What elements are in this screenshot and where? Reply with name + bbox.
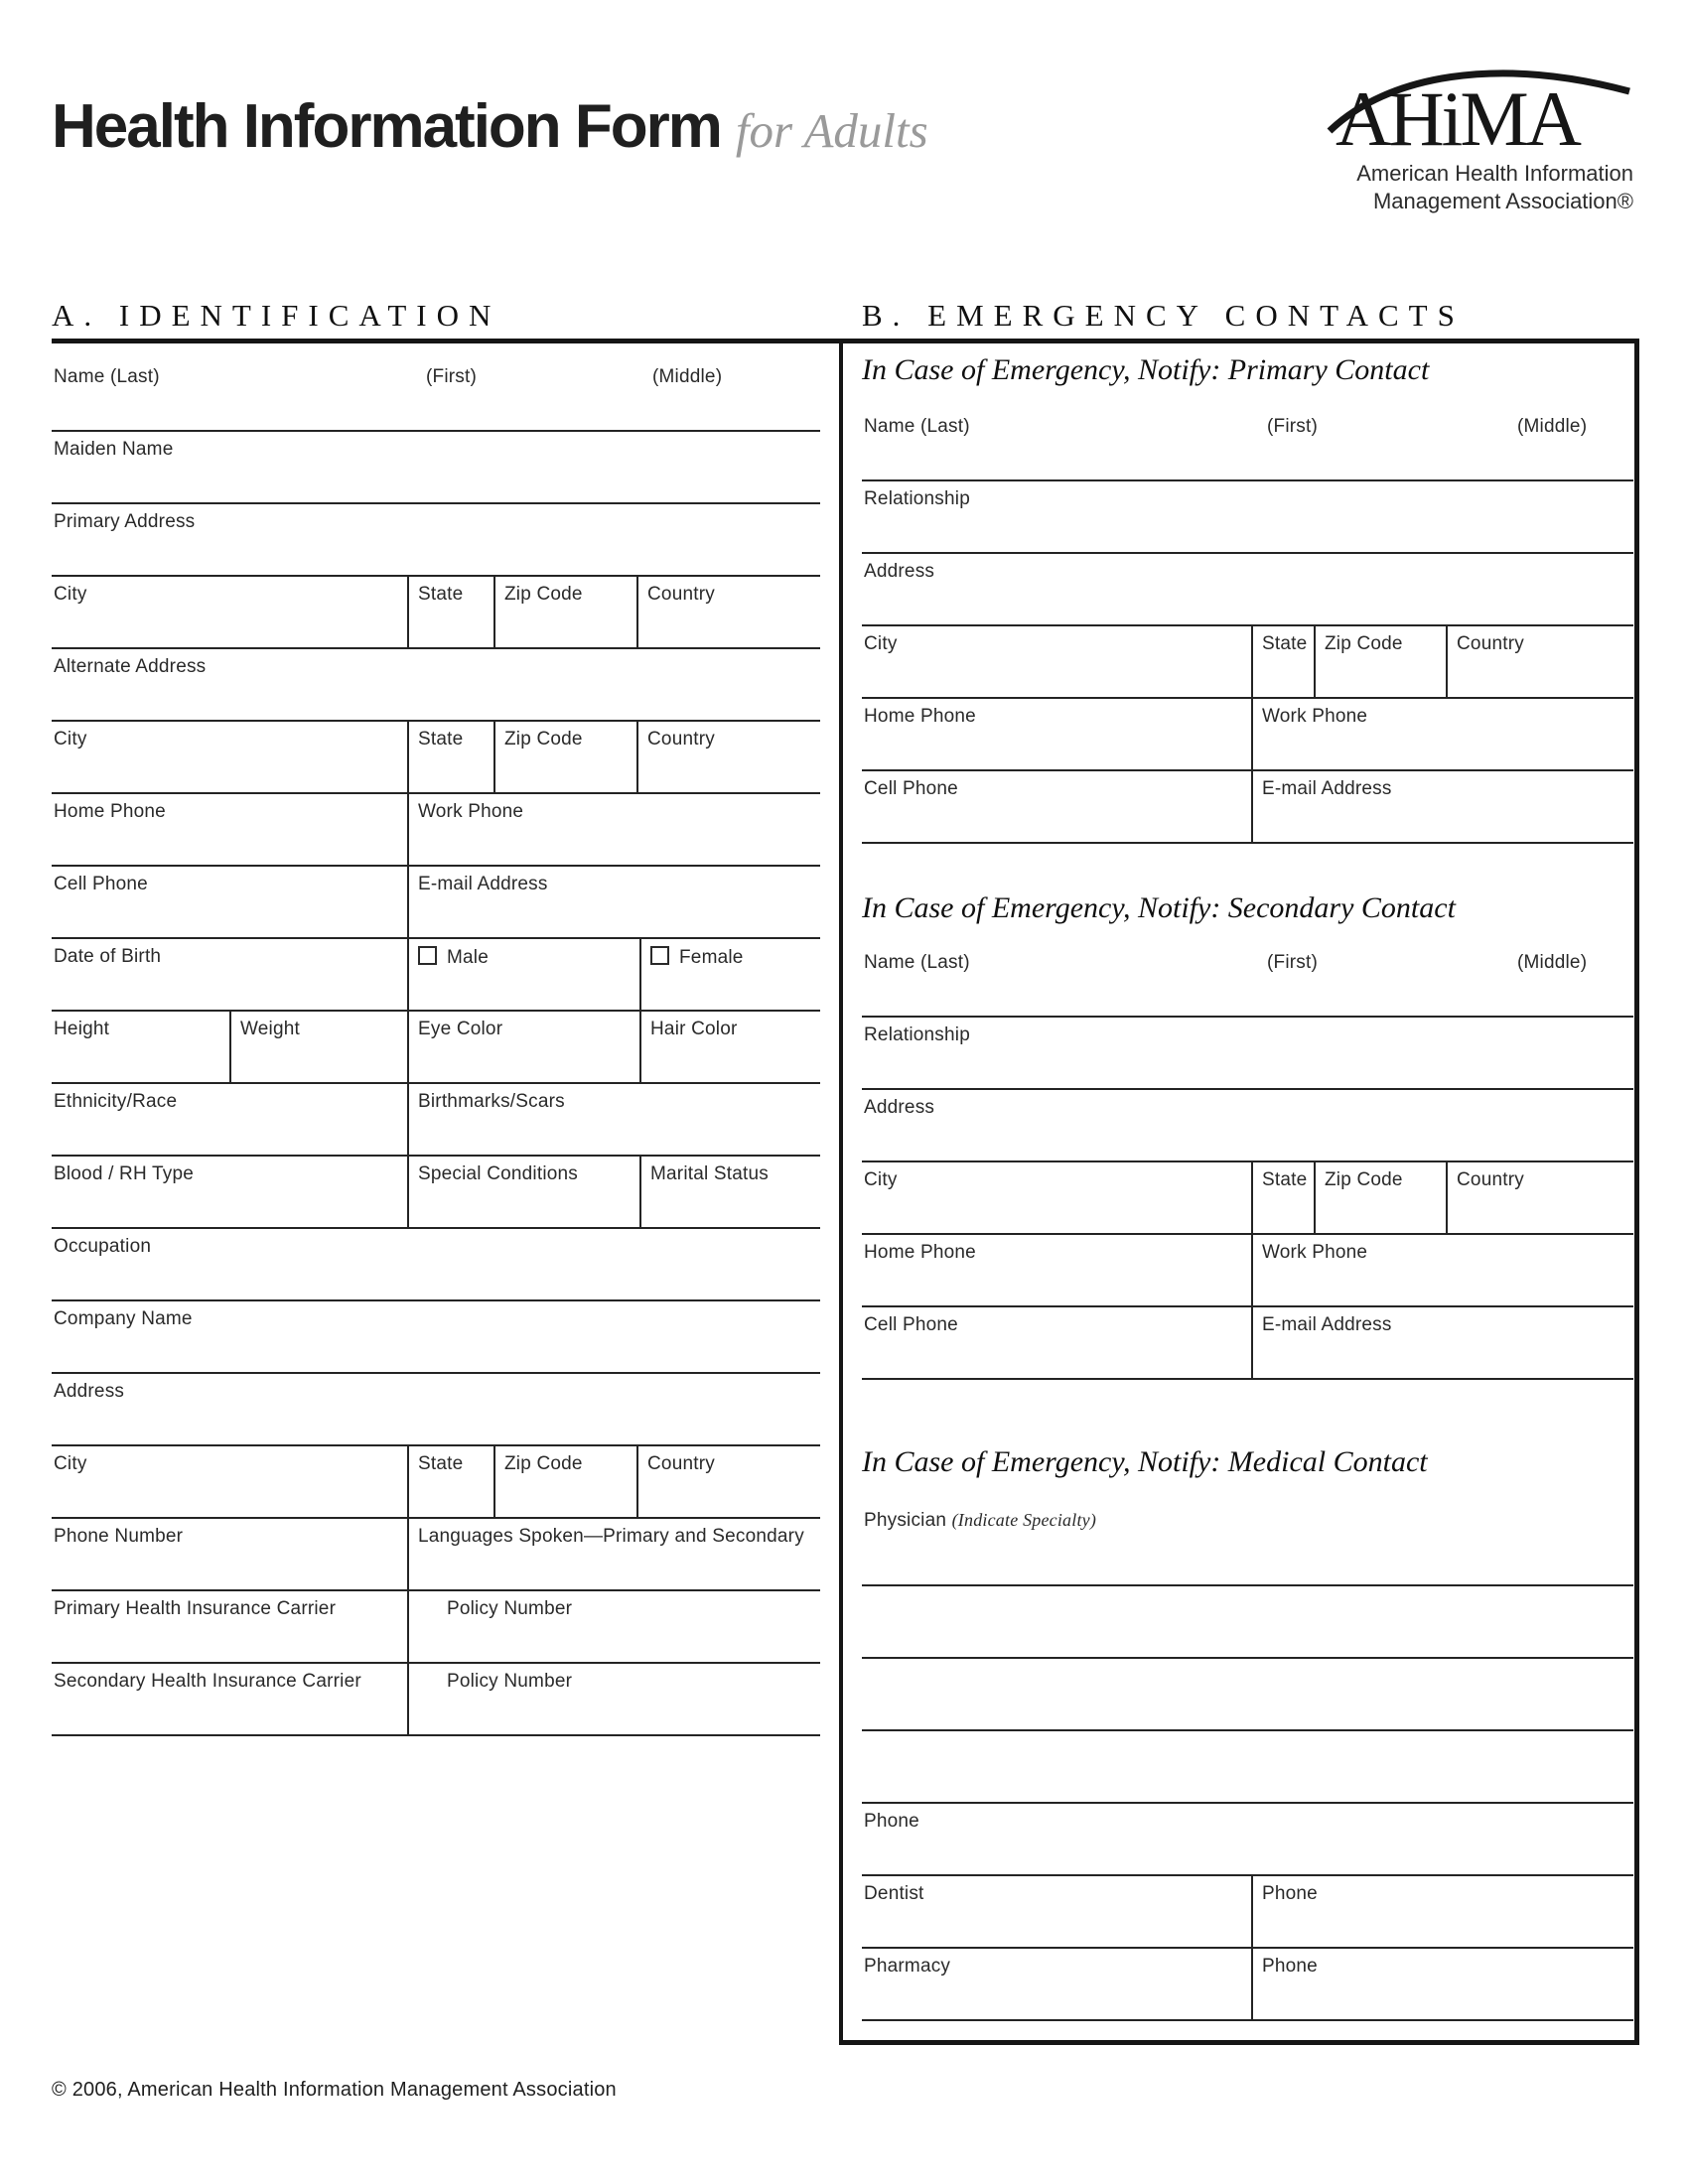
field-maiden-name[interactable] bbox=[52, 432, 820, 502]
field-city-1[interactable] bbox=[52, 577, 407, 647]
field-label: E-mail Address bbox=[1262, 1314, 1392, 1335]
row-relationship bbox=[862, 1018, 1633, 1090]
logo-org-line1: American Health Information bbox=[1356, 161, 1633, 186]
row-city bbox=[862, 1162, 1633, 1235]
field-label: Phone bbox=[1262, 1956, 1318, 1977]
field-name-first[interactable] bbox=[417, 359, 643, 430]
field-label: Pharmacy bbox=[864, 1956, 951, 1977]
ec2-name-last[interactable] bbox=[862, 945, 1258, 1016]
field-label: City bbox=[54, 584, 87, 605]
field-label: Policy Number bbox=[447, 1671, 573, 1692]
ec2-name-middle[interactable] bbox=[1508, 945, 1633, 1016]
field-label: Languages Spoken—Primary and Secondary bbox=[418, 1526, 804, 1547]
field-policy-number-2[interactable] bbox=[407, 1664, 820, 1734]
row-blank-line bbox=[862, 1659, 1633, 1731]
row-dentist bbox=[862, 1876, 1633, 1949]
field-label: E-mail Address bbox=[418, 874, 548, 894]
field-label: Ethnicity/Race bbox=[54, 1091, 178, 1112]
identification-column bbox=[52, 359, 820, 1736]
field-label: (Middle) bbox=[1517, 416, 1588, 437]
field-label bbox=[418, 947, 489, 968]
field-label: Date of Birth bbox=[54, 946, 162, 967]
ec2-name-first[interactable] bbox=[1258, 945, 1508, 1016]
row-city bbox=[862, 626, 1633, 699]
field-label: Secondary Health Insurance Carrier bbox=[54, 1671, 361, 1692]
field-name-middle[interactable] bbox=[643, 359, 820, 430]
field-state-2[interactable] bbox=[407, 722, 493, 792]
field-label: Address bbox=[864, 1097, 935, 1118]
field-label: Zip Code bbox=[504, 729, 583, 750]
physician-label: Physician bbox=[864, 1510, 947, 1531]
row-city-primary bbox=[52, 577, 820, 649]
ec2-work-phone[interactable] bbox=[1251, 1235, 1633, 1305]
field-label: City bbox=[864, 633, 898, 654]
ec1-relationship[interactable] bbox=[862, 481, 1633, 552]
row-cell-email bbox=[52, 867, 820, 939]
medical-contact-heading: In Case of Emergency, Notify: Medical Contact bbox=[862, 1445, 1428, 1478]
field-label: Zip Code bbox=[1325, 1169, 1403, 1190]
female-label: Female bbox=[679, 947, 744, 968]
field-label: Work Phone bbox=[1262, 706, 1368, 727]
field-label: State bbox=[418, 729, 464, 750]
row-relationship bbox=[862, 481, 1633, 554]
field-label: Zip Code bbox=[504, 584, 583, 605]
logo-org-line2: Management Association® bbox=[1372, 189, 1633, 213]
ec2-home-phone[interactable] bbox=[862, 1235, 1251, 1305]
field-label: Maiden Name bbox=[54, 439, 174, 460]
row-dob-gender bbox=[52, 939, 820, 1012]
field-label: Cell Phone bbox=[864, 1314, 958, 1335]
ec2-relationship[interactable] bbox=[862, 1018, 1633, 1088]
field-label: (First) bbox=[1267, 952, 1318, 973]
row-city-alternate bbox=[52, 722, 820, 794]
ec1-address[interactable] bbox=[862, 554, 1633, 624]
field-label: Address bbox=[864, 561, 935, 582]
field-label: Primary Health Insurance Carrier bbox=[54, 1598, 337, 1619]
field-home-phone[interactable] bbox=[52, 794, 407, 865]
ec2-cell-phone[interactable] bbox=[862, 1307, 1251, 1378]
med-dentist-phone[interactable] bbox=[1251, 1876, 1633, 1947]
row-name bbox=[862, 409, 1633, 481]
field-label: E-mail Address bbox=[1262, 778, 1392, 799]
row-secondary-insurance bbox=[52, 1664, 820, 1736]
secondary-contact-block bbox=[862, 945, 1633, 1380]
med-blank-line-2[interactable] bbox=[862, 1659, 1633, 1729]
field-label: Height bbox=[54, 1019, 110, 1039]
field-date-of-birth[interactable] bbox=[52, 939, 407, 1010]
field-label: Name (Last) bbox=[54, 366, 160, 387]
field-label: Home Phone bbox=[864, 706, 976, 727]
field-phone-number[interactable] bbox=[52, 1519, 407, 1589]
field-birthmarks[interactable] bbox=[407, 1084, 820, 1155]
field-label bbox=[864, 1510, 1096, 1531]
ec1-name-last[interactable] bbox=[862, 409, 1258, 479]
logo-text: AHiMA bbox=[1336, 75, 1580, 155]
field-country-3[interactable] bbox=[636, 1446, 820, 1517]
field-cell-phone[interactable] bbox=[52, 867, 407, 937]
field-label: City bbox=[864, 1169, 898, 1190]
field-primary-insurance[interactable] bbox=[52, 1591, 407, 1662]
male-checkbox[interactable] bbox=[418, 946, 437, 965]
female-checkbox[interactable] bbox=[650, 946, 669, 965]
field-ethnicity[interactable] bbox=[52, 1084, 407, 1155]
right-border-rule bbox=[1634, 339, 1639, 2045]
field-label: Zip Code bbox=[1325, 633, 1403, 654]
field-blood-type[interactable] bbox=[52, 1157, 407, 1227]
ec1-home-phone[interactable] bbox=[862, 699, 1251, 769]
field-special-conditions[interactable] bbox=[407, 1157, 639, 1227]
field-label: Hair Color bbox=[650, 1019, 738, 1039]
male-label: Male bbox=[447, 947, 489, 968]
section-a-title: A. IDENTIFICATION bbox=[52, 298, 501, 333]
ec1-city[interactable] bbox=[862, 626, 1251, 697]
field-label: (Middle) bbox=[652, 366, 723, 387]
field-label: (First) bbox=[426, 366, 477, 387]
row-home-work-phone bbox=[862, 1235, 1633, 1307]
field-label: Country bbox=[647, 729, 715, 750]
med-pharmacy[interactable] bbox=[862, 1949, 1251, 2019]
field-gender-female bbox=[639, 939, 820, 1010]
row-cell-email bbox=[862, 1307, 1633, 1380]
ec1-name-first[interactable] bbox=[1258, 409, 1508, 479]
field-country-1[interactable] bbox=[636, 577, 820, 647]
field-label: Country bbox=[647, 584, 715, 605]
field-label: Special Conditions bbox=[418, 1163, 578, 1184]
field-gender-male bbox=[407, 939, 639, 1010]
field-company-address[interactable] bbox=[52, 1374, 820, 1444]
field-label: Eye Color bbox=[418, 1019, 503, 1039]
field-secondary-insurance[interactable] bbox=[52, 1664, 407, 1734]
field-label: Relationship bbox=[864, 1024, 970, 1045]
ec2-city[interactable] bbox=[862, 1162, 1251, 1233]
field-label: (Middle) bbox=[1517, 952, 1588, 973]
field-email[interactable] bbox=[407, 867, 820, 937]
row-company-name bbox=[52, 1301, 820, 1374]
field-label: Relationship bbox=[864, 488, 970, 509]
field-label: Birthmarks/Scars bbox=[418, 1091, 565, 1112]
row-physician-phone bbox=[862, 1804, 1633, 1876]
field-label: State bbox=[1262, 1169, 1308, 1190]
field-state-3[interactable] bbox=[407, 1446, 493, 1517]
row-city-company bbox=[52, 1446, 820, 1519]
medical-contact-block bbox=[862, 1503, 1633, 2021]
field-label: Name (Last) bbox=[864, 416, 970, 437]
row-primary-address bbox=[52, 504, 820, 577]
row-blank-line bbox=[862, 1731, 1633, 1804]
field-label: City bbox=[54, 729, 87, 750]
field-label: Blood / RH Type bbox=[54, 1163, 195, 1184]
row-home-work-phone bbox=[862, 699, 1633, 771]
row-alternate-address bbox=[52, 649, 820, 722]
field-label: Phone Number bbox=[54, 1526, 184, 1547]
field-label: State bbox=[418, 1453, 464, 1474]
row-name bbox=[862, 945, 1633, 1018]
field-eye-color[interactable] bbox=[407, 1012, 639, 1082]
page-subtitle: for Adults bbox=[735, 103, 928, 158]
ec1-name-middle[interactable] bbox=[1508, 409, 1633, 479]
field-work-phone[interactable] bbox=[407, 794, 820, 865]
field-label: Name (Last) bbox=[864, 952, 970, 973]
row-cell-email bbox=[862, 771, 1633, 844]
field-height[interactable] bbox=[52, 1012, 229, 1082]
ec2-country[interactable] bbox=[1446, 1162, 1633, 1233]
field-company-name[interactable] bbox=[52, 1301, 820, 1372]
field-label bbox=[650, 947, 744, 968]
field-label: Phone bbox=[864, 1811, 919, 1832]
field-label: Address bbox=[54, 1381, 125, 1402]
field-alternate-address[interactable] bbox=[52, 649, 820, 720]
field-name-last[interactable] bbox=[52, 359, 417, 430]
med-blank-line-3[interactable] bbox=[862, 1731, 1633, 1802]
ec1-state[interactable] bbox=[1251, 626, 1314, 697]
row-company-address bbox=[52, 1374, 820, 1446]
field-state-1[interactable] bbox=[407, 577, 493, 647]
field-label: Home Phone bbox=[864, 1242, 976, 1263]
field-languages[interactable] bbox=[407, 1519, 820, 1589]
field-label: State bbox=[418, 584, 464, 605]
field-label: City bbox=[54, 1453, 87, 1474]
row-maiden-name bbox=[52, 432, 820, 504]
section-b-title: B. EMERGENCY CONTACTS bbox=[862, 298, 1465, 333]
field-label: State bbox=[1262, 633, 1308, 654]
field-zip-2[interactable] bbox=[493, 722, 636, 792]
field-hair-color[interactable] bbox=[639, 1012, 820, 1082]
physician-specialty-note: (Indicate Specialty) bbox=[951, 1510, 1097, 1530]
ec1-email[interactable] bbox=[1251, 771, 1633, 842]
field-label: Zip Code bbox=[504, 1453, 583, 1474]
field-city-2[interactable] bbox=[52, 722, 407, 792]
field-label: Country bbox=[1457, 633, 1524, 654]
row-primary-insurance bbox=[52, 1591, 820, 1664]
primary-contact-heading: In Case of Emergency, Notify: Primary Contact bbox=[862, 353, 1430, 386]
field-label: Marital Status bbox=[650, 1163, 769, 1184]
field-label: Cell Phone bbox=[864, 778, 958, 799]
field-label: Phone bbox=[1262, 1883, 1318, 1904]
field-marital-status[interactable] bbox=[639, 1157, 820, 1227]
ec1-zip[interactable] bbox=[1314, 626, 1446, 697]
med-dentist[interactable] bbox=[862, 1876, 1251, 1947]
row-address bbox=[862, 554, 1633, 626]
field-weight[interactable] bbox=[229, 1012, 407, 1082]
row-ethnicity-birthmarks bbox=[52, 1084, 820, 1157]
med-phone[interactable] bbox=[862, 1804, 1633, 1874]
field-label: Country bbox=[1457, 1169, 1524, 1190]
primary-contact-block bbox=[862, 409, 1633, 844]
field-label: Work Phone bbox=[418, 801, 524, 822]
emergency-contacts-column bbox=[862, 0, 1633, 2184]
row-physician bbox=[862, 1503, 1633, 1586]
med-blank-line-1[interactable] bbox=[862, 1586, 1633, 1657]
field-label: Weight bbox=[240, 1019, 300, 1039]
field-zip-1[interactable] bbox=[493, 577, 636, 647]
field-label: Dentist bbox=[864, 1883, 924, 1904]
ec1-work-phone[interactable] bbox=[1251, 699, 1633, 769]
row-address bbox=[862, 1090, 1633, 1162]
field-label: Company Name bbox=[54, 1308, 193, 1329]
med-physician[interactable] bbox=[862, 1503, 1633, 1584]
column-divider-rule bbox=[839, 339, 843, 2045]
row-height-weight-eye-hair bbox=[52, 1012, 820, 1084]
ec1-country[interactable] bbox=[1446, 626, 1633, 697]
row-blank-line bbox=[862, 1586, 1633, 1659]
field-occupation[interactable] bbox=[52, 1229, 820, 1299]
row-home-work-phone bbox=[52, 794, 820, 867]
ec1-cell-phone[interactable] bbox=[862, 771, 1251, 842]
ec2-address[interactable] bbox=[862, 1090, 1633, 1160]
field-label: Primary Address bbox=[54, 511, 196, 532]
field-label: Alternate Address bbox=[54, 656, 207, 677]
field-label: Cell Phone bbox=[54, 874, 148, 894]
row-pharmacy bbox=[862, 1949, 1633, 2021]
field-label: Occupation bbox=[54, 1236, 152, 1257]
field-label: Home Phone bbox=[54, 801, 166, 822]
ec2-state[interactable] bbox=[1251, 1162, 1314, 1233]
med-pharmacy-phone[interactable] bbox=[1251, 1949, 1633, 2019]
field-policy-number-1[interactable] bbox=[407, 1591, 820, 1662]
field-label: Work Phone bbox=[1262, 1242, 1368, 1263]
field-label: Country bbox=[647, 1453, 715, 1474]
field-label: (First) bbox=[1267, 416, 1318, 437]
secondary-contact-heading: In Case of Emergency, Notify: Secondary Contact bbox=[862, 891, 1456, 924]
field-label: Policy Number bbox=[447, 1598, 573, 1619]
ec2-zip[interactable] bbox=[1314, 1162, 1446, 1233]
row-occupation bbox=[52, 1229, 820, 1301]
ec2-email[interactable] bbox=[1251, 1307, 1633, 1378]
field-city-3[interactable] bbox=[52, 1446, 407, 1517]
field-primary-address[interactable] bbox=[52, 504, 820, 575]
page-header bbox=[52, 91, 928, 162]
row-blood-special-marital bbox=[52, 1157, 820, 1229]
row-name bbox=[52, 359, 820, 432]
field-country-2[interactable] bbox=[636, 722, 820, 792]
copyright-notice: © 2006, American Health Information Management Association bbox=[52, 2079, 617, 2101]
row-phone-languages bbox=[52, 1519, 820, 1591]
field-zip-3[interactable] bbox=[493, 1446, 636, 1517]
page-title: Health Information Form bbox=[52, 92, 721, 161]
